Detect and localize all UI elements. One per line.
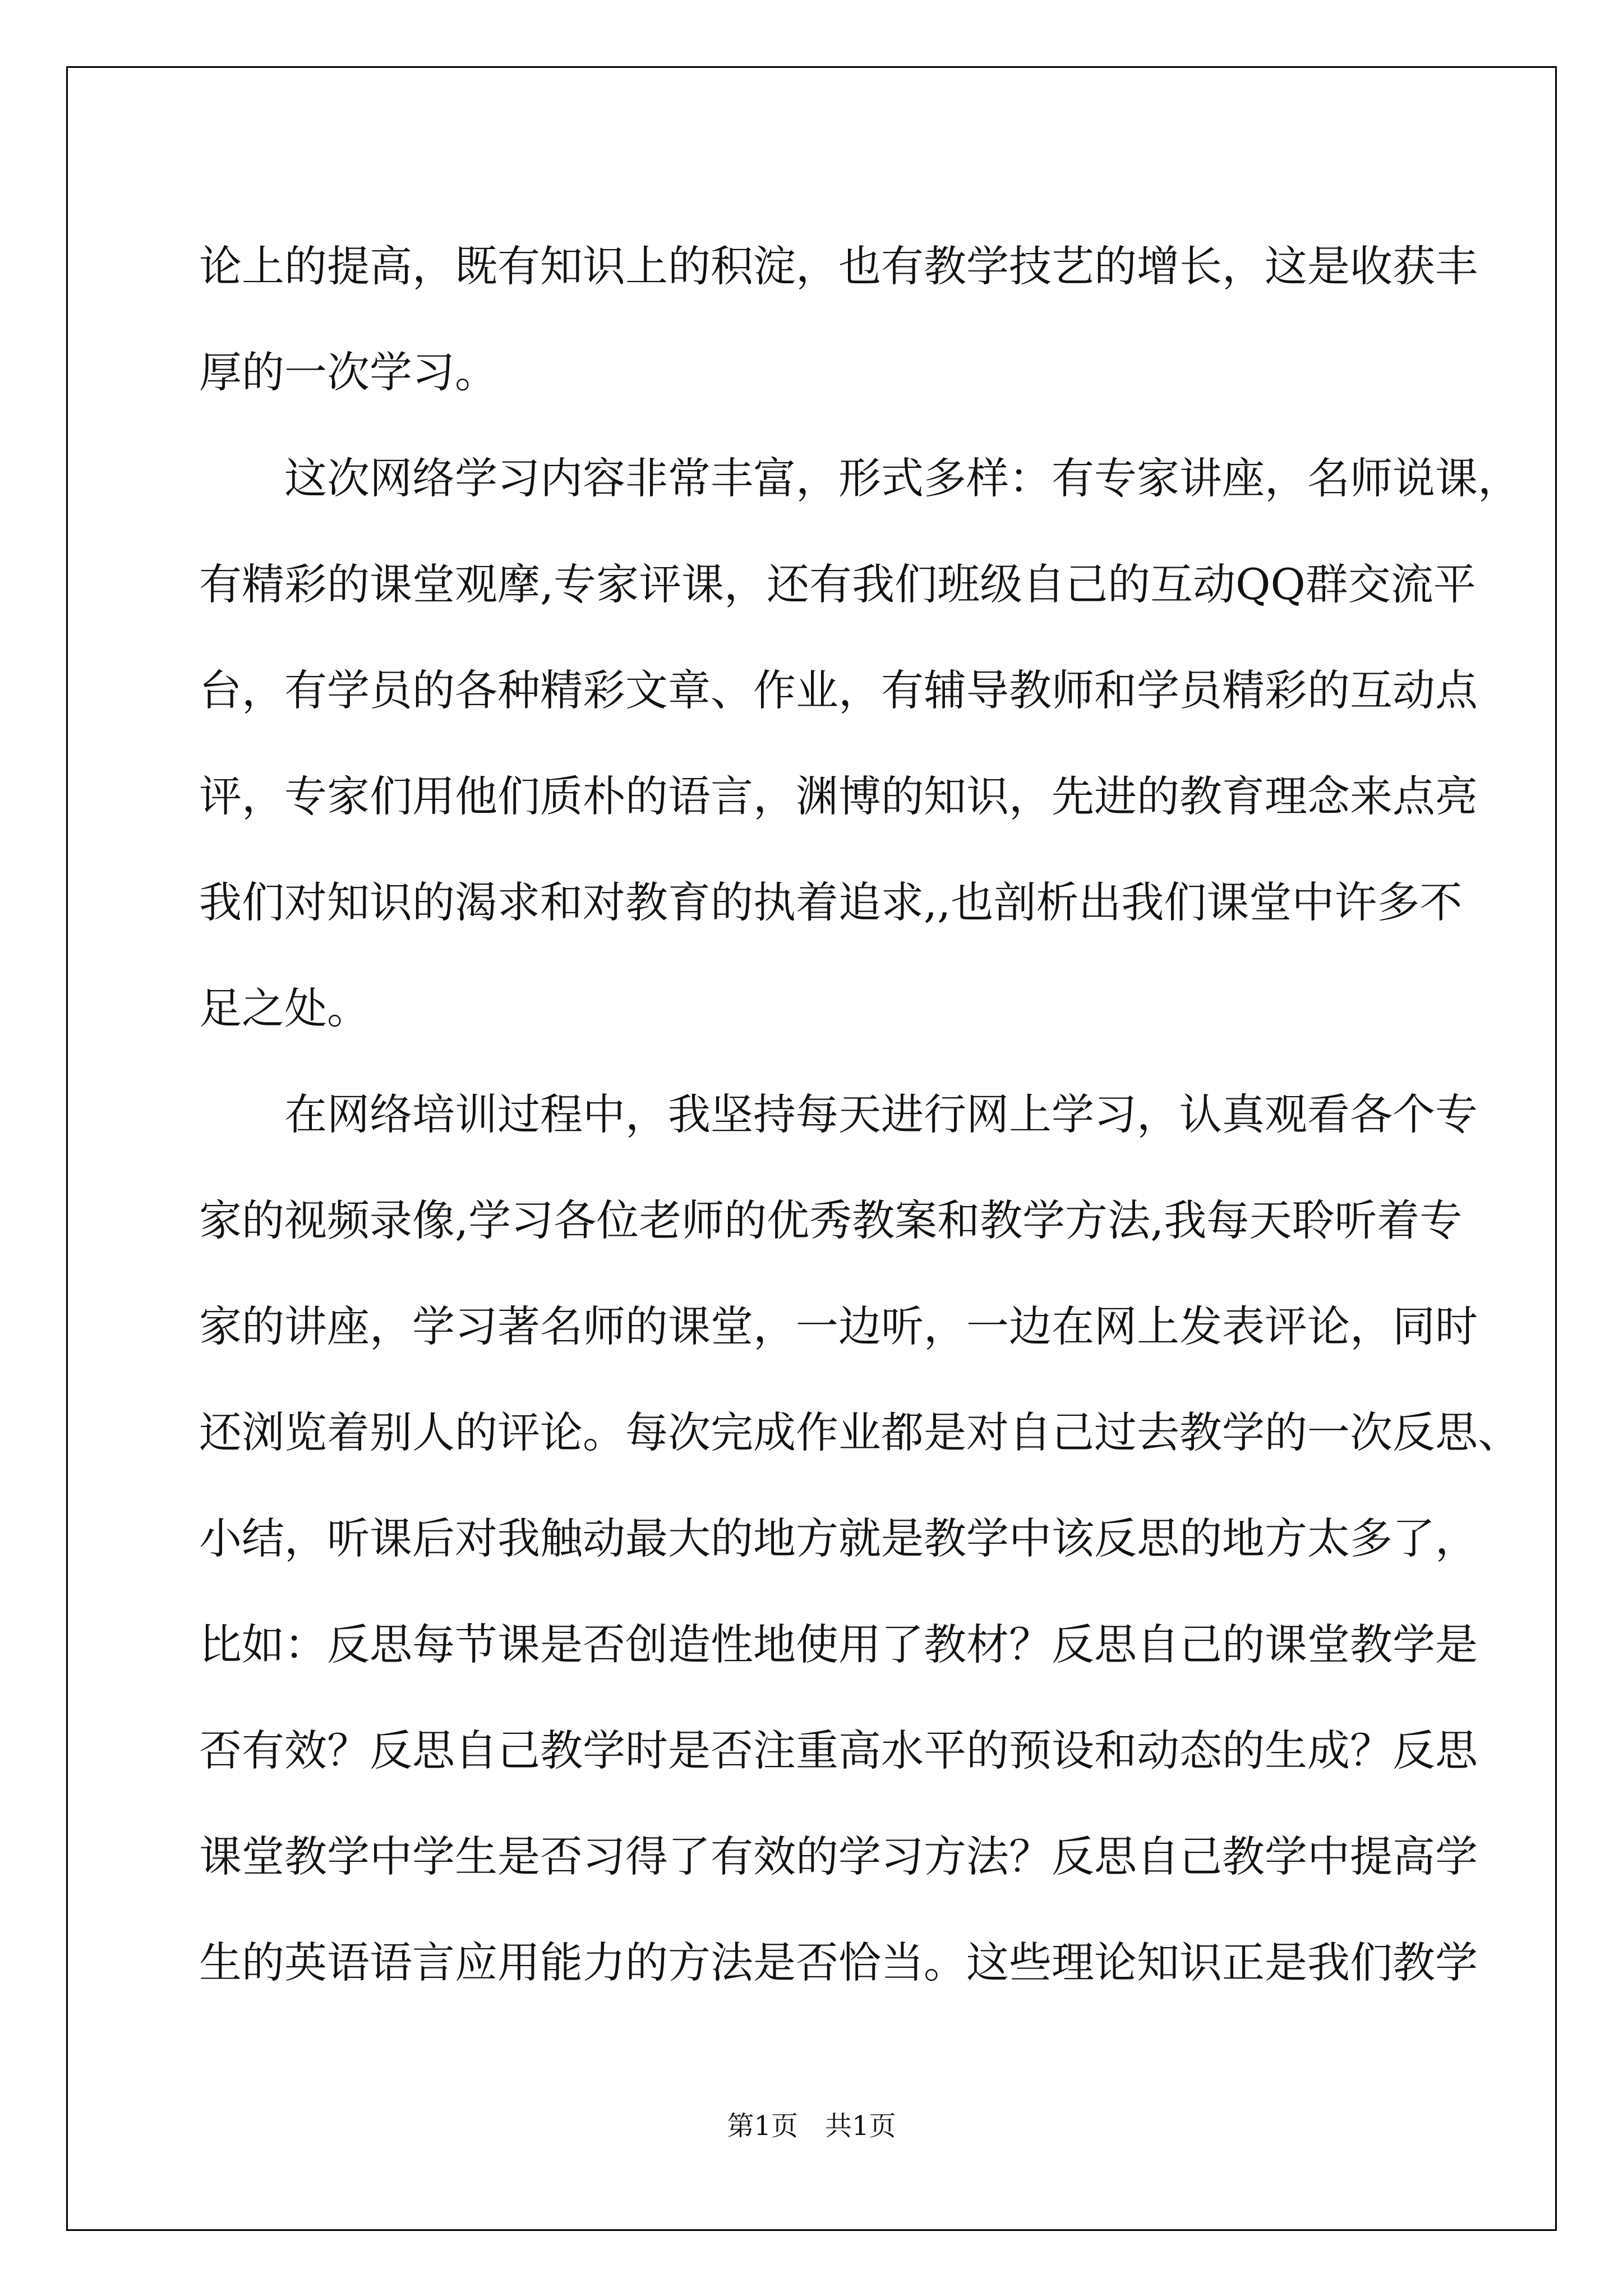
page-number-footer: 第1页 共1页: [727, 2110, 896, 2142]
text-line: 在网络培训过程中，我坚持每天进行网上学习，认真观看各个专: [199, 1089, 1478, 1139]
text-line: 小结，听课后对我触动最大的地方就是教学中该反思的地方太多了，: [199, 1513, 1478, 1563]
text-line: 论上的提高，既有知识上的积淀，也有教学技艺的增长，这是收获丰: [199, 241, 1478, 291]
text-line: 生的英语语言应用能力的方法是否恰当。这些理论知识正是我们教学: [199, 1938, 1478, 1987]
text-line: 家的视频录像,学习各位老师的优秀教案和教学方法,我每天聆听着专: [199, 1195, 1463, 1245]
text-line: 足之处。: [199, 983, 370, 1033]
document-body: [199, 213, 1520, 2016]
text-line: 台，有学员的各种精彩文章、作业，有辅导教师和学员精彩的互动点: [199, 665, 1478, 715]
text-line: 课堂教学中学生是否习得了有效的学习方法？反思自己教学中提高学: [199, 1832, 1478, 1881]
text-line: 否有效？反思自己教学时是否注重高水平的预设和动态的生成？反思: [199, 1726, 1478, 1775]
text-line: 厚的一次学习。: [199, 347, 497, 397]
text-line: 评，专家们用他们质朴的语言，渊博的知识，先进的教育理念来点亮: [199, 771, 1478, 821]
text-line: 还浏览着别人的评论。每次完成作业都是对自己过去教学的一次反思、: [199, 1407, 1520, 1457]
text-line: 比如：反思每节课是否创造性地使用了教材？反思自己的课堂教学是: [199, 1619, 1478, 1669]
text-line: 这次网络学习内容非常丰富，形式多样：有专家讲座，名师说课，: [199, 453, 1520, 503]
text-line: 有精彩的课堂观摩,专家评课，还有我们班级自己的互动QQ群交流平: [199, 559, 1476, 609]
text-line: 我们对知识的渴求和对教育的执着追求,,也剖析出我们课堂中许多不: [199, 877, 1463, 927]
text-line: 家的讲座，学习著名师的课堂，一边听，一边在网上发表评论，同时: [199, 1301, 1478, 1351]
